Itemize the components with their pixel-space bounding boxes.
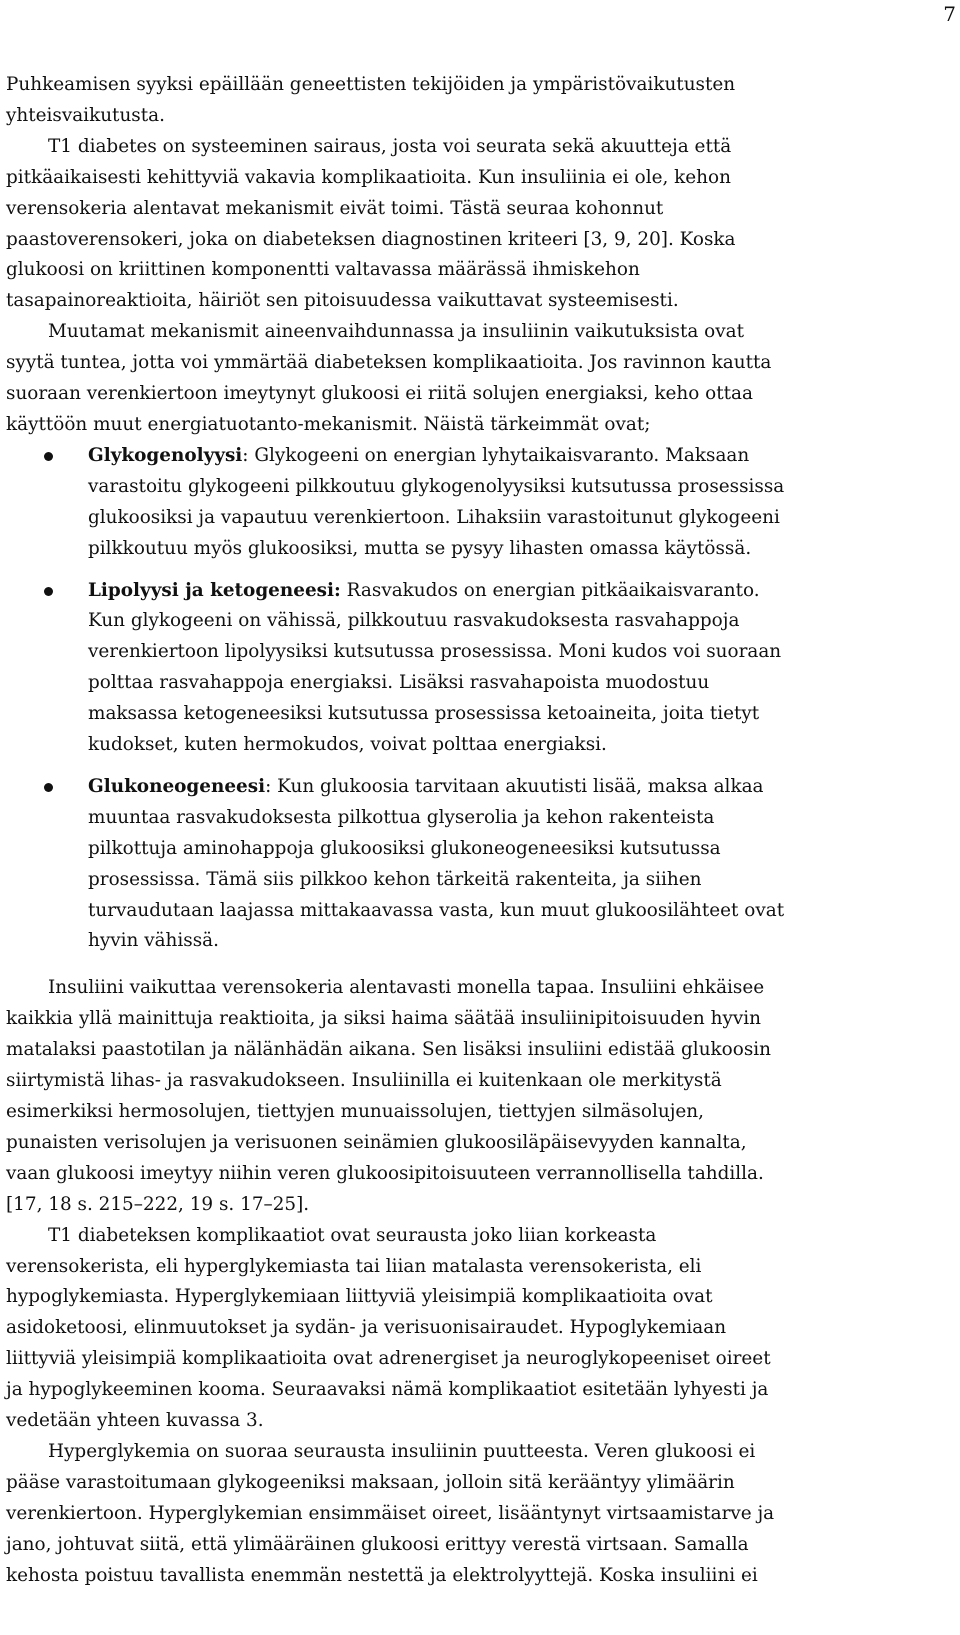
paragraph-complications — [6, 1221, 954, 1437]
document-body — [6, 70, 954, 1592]
term-separator: : — [265, 775, 272, 797]
paragraph-insulin-effects — [6, 973, 954, 1220]
text-line: tasapainoreaktioita, häiriöt sen pitoisuudessa vaikuttavat systeemisesti. — [6, 290, 679, 312]
text-line: Muutamat mekanismit aineenvaihdunnassa ja insuliinin vaikutuksista ovat — [48, 321, 744, 343]
text-line: polttaa rasvahappoja energiaksi. Lisäksi rasvahapoista muodostuu — [88, 672, 710, 694]
term-glykogenolyysi: Glykogenolyysi — [88, 444, 243, 466]
text-line: Glykogeeni on energian lyhytaikaisvaranto. Maksaan — [248, 444, 750, 466]
text-line: Rasvakudos on energian pitkäaikaisvaranto. — [340, 579, 760, 601]
paragraph-t1-systemic — [6, 132, 954, 317]
text-line: kaikkia yllä mainittuja reaktioita, ja siksi haima säätää insuliinipitoisuuden hyvin — [6, 1008, 761, 1030]
text-line: T1 diabetes on systeeminen sairaus, josta voi seurata sekä akuutteja että — [48, 135, 732, 157]
text-line: kudokset, kuten hermokudos, voivat polttaa energiaksi. — [88, 734, 607, 756]
text-line: paastoverensokeri, joka on diabeteksen diagnostinen kriteeri [3, 9, 20]. Koska — [6, 228, 736, 250]
paragraph-hyperglycemia — [6, 1437, 954, 1592]
list-item-lipolyysi — [6, 576, 954, 761]
text-line: varastoitu glykogeeni pilkkoutuu glykogenolyysiksi kutsutussa prosessissa — [88, 475, 785, 497]
text-line: yhteisvaikutusta. — [6, 104, 165, 126]
text-line: jano, johtuvat siitä, että ylimääräinen glukoosi erittyy verestä virtsaan. Samalla — [6, 1533, 749, 1555]
text-line: Insuliini vaikuttaa verensokeria alentavasti monella tapaa. Insuliini ehkäisee — [48, 977, 765, 999]
text-line: punaisten verisolujen ja verisuonen seinämien glukoosiläpäisevyyden kannalta, — [6, 1131, 747, 1153]
text-line: liittyviä yleisimpiä komplikaatioita ovat adrenergiset ja neuroglykopeeniset oireet — [6, 1348, 771, 1370]
text-line: prosessissa. Tämä siis pilkkoo kehon tärkeitä rakenteita, ja siihen — [88, 868, 702, 890]
text-line: glukoosi on kriittinen komponentti valtavassa määrässä ihmiskehon — [6, 259, 640, 281]
paragraph-etiology — [6, 70, 954, 132]
text-line: matalaksi paastotilan ja nälänhädän aikana. Sen lisäksi insuliini edistää glukoosin — [6, 1039, 771, 1061]
text-line: Puhkeamisen syyksi epäillään geneettisten tekijöiden ja ympäristövaikutusten — [6, 74, 736, 95]
text-line: käyttöön muut energiatuotanto-mekanismit. Näistä tärkeimmät ovat; — [6, 413, 651, 435]
text-line: hyvin vähissä. — [88, 930, 219, 952]
text-line: kehosta poistuu tavallista enemmän nestettä ja elektrolyyttejä. Koska insuliini ei — [6, 1564, 758, 1586]
text-line: esimerkiksi hermosolujen, tiettyjen munuaissolujen, tiettyjen silmäsolujen, — [6, 1101, 704, 1122]
text-line: verenkiertoon lipolyysiksi kutsutussa prosessissa. Moni kudos voi suoraan — [88, 641, 782, 663]
text-line: maksassa ketogeneesiksi kutsutussa prosessissa ketoaineita, joita tietyt — [88, 703, 760, 725]
text-line: T1 diabeteksen komplikaatiot ovat seurausta joko liian korkeasta — [48, 1224, 657, 1246]
text-line: suoraan verenkiertoon imeytynyt glukoosi ei riitä solujen energiaksi, keho ottaa — [6, 383, 753, 405]
list-item-glykogenolyysi — [6, 441, 954, 565]
term-lipolyysi: Lipolyysi ja ketogeneesi: — [88, 579, 341, 601]
text-line: vedetään yhteen kuvassa 3. — [6, 1410, 264, 1432]
text-line: pilkkoutuu myös glukoosiksi, mutta se pysyy lihasten omassa käytössä. — [88, 537, 752, 559]
term-glukoneogeneesi: Glukoneogeneesi — [88, 775, 266, 797]
text-line: verenkiertoon. Hyperglykemian ensimmäiset oireet, lisääntynyt virtsaamistarve ja — [6, 1502, 775, 1524]
list-item-glukoneogeneesi — [6, 772, 954, 957]
mechanism-list — [6, 441, 954, 958]
text-line: verensokerista, eli hyperglykemiasta tai liian matalasta verensokerista, eli — [6, 1255, 702, 1277]
text-line: glukoosiksi ja vapautuu verenkiertoon. Lihaksiin varastoitunut glykogeeni — [88, 506, 780, 528]
text-line: pilkottuja aminohappoja glukoosiksi glukoneogeneesiksi kutsutussa — [88, 837, 721, 859]
bullet-icon — [44, 587, 53, 596]
text-line: siirtymistä lihas- ja rasvakudokseen. Insuliinilla ei kuitenkaan ole merkitystä — [6, 1070, 722, 1092]
text-line: muuntaa rasvakudoksesta pilkottua glyserolia ja kehon rakenteista — [88, 806, 715, 828]
text-line: Kun glukoosia tarvitaan akuutisti lisää, maksa alkaa — [271, 775, 764, 797]
text-line: turvaudutaan laajassa mittakaavassa vasta, kun muut glukoosilähteet ovat — [88, 899, 785, 921]
page-number: 7 — [943, 2, 956, 26]
text-line: hypoglykemiasta. Hyperglykemiaan liittyviä yleisimpiä komplikaatioita ovat — [6, 1286, 713, 1308]
text-line: ja hypoglykeeminen kooma. Seuraavaksi nämä komplikaatiot esitetään lyhyesti ja — [6, 1379, 769, 1401]
text-line: Hyperglykemia on suoraa seurausta insuliinin puutteesta. Veren glukoosi ei — [48, 1440, 756, 1462]
text-line: syytä tuntea, jotta voi ymmärtää diabeteksen komplikaatioita. Jos ravinnon kautta — [6, 352, 772, 374]
text-line: vaan glukoosi imeytyy niihin veren glukoosipitoisuuteen verrannollisella tahdilla. — [6, 1162, 764, 1184]
text-line: asidoketoosi, elinmuutokset ja sydän- ja verisuonisairaudet. Hypoglykemiaan — [6, 1317, 727, 1339]
text-line: pitkäaikaisesti kehittyviä vakavia komplikaatioita. Kun insuliinia ei ole, kehon — [6, 166, 731, 188]
text-line: verensokeria alentavat mekanismit eivät toimi. Tästä seuraa kohonnut — [6, 197, 664, 219]
text-line: pääse varastoitumaan glykogeeniksi maksaan, jolloin sitä kerääntyy ylimäärin — [6, 1471, 735, 1493]
text-line: Kun glykogeeni on vähissä, pilkkoutuu rasvakudoksesta rasvahappoja — [88, 610, 740, 632]
bullet-icon — [44, 452, 53, 461]
paragraph-mechanisms — [6, 317, 954, 441]
term-separator: : — [242, 444, 249, 466]
text-line: [17, 18 s. 215–222, 19 s. 17–25]. — [6, 1193, 310, 1215]
bullet-icon — [44, 783, 53, 792]
